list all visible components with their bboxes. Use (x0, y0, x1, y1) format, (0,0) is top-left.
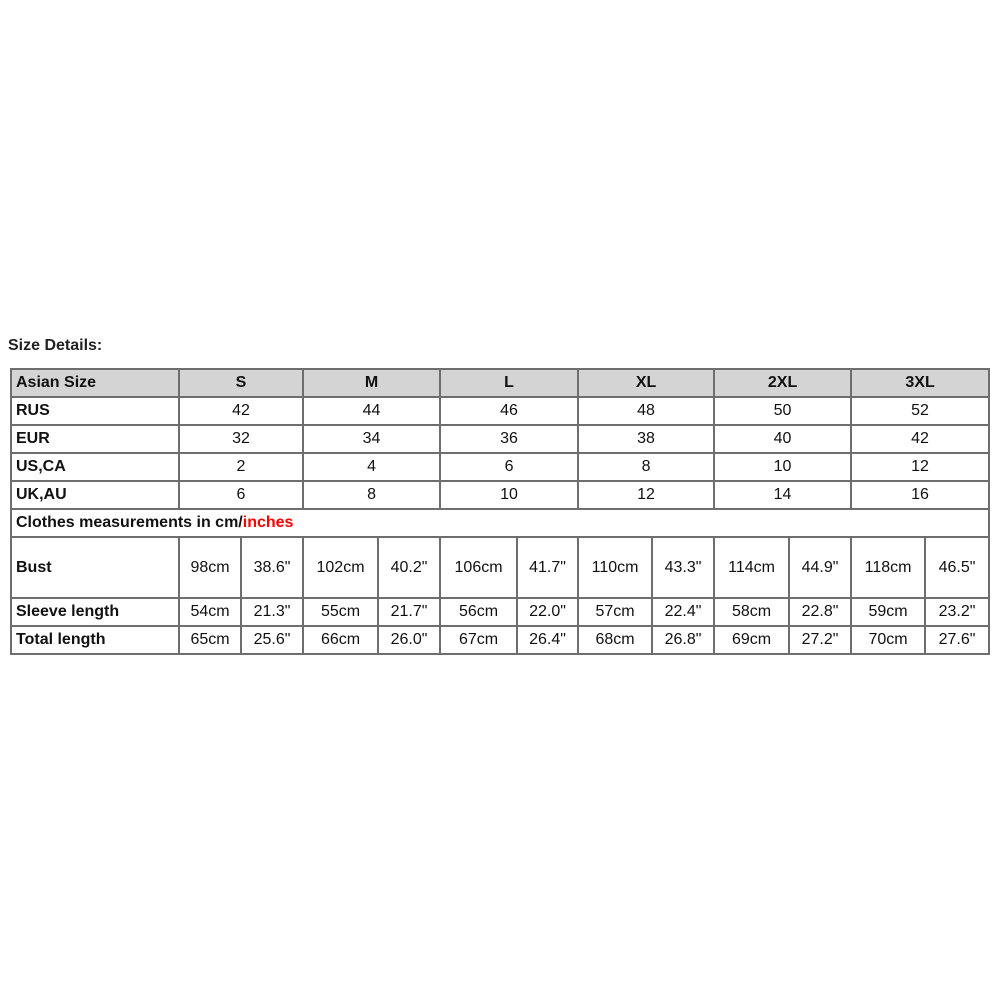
table-cell: 10 (714, 453, 851, 481)
row-label: US,CA (11, 453, 179, 481)
table-cell: 57cm (578, 598, 652, 626)
table-row (11, 425, 989, 453)
row-label: EUR (11, 425, 179, 453)
size-table (10, 368, 990, 655)
table-cell: 40.2" (378, 537, 440, 598)
row-label: Sleeve length (11, 598, 179, 626)
table-cell: 12 (851, 453, 989, 481)
table-cell: 14 (714, 481, 851, 509)
table-cell: 36 (440, 425, 578, 453)
table-cell: 69cm (714, 626, 789, 654)
table-cell: 42 (179, 397, 303, 425)
table-cell: 8 (578, 453, 714, 481)
section-heading-text: Clothes measurements in cm/ (16, 514, 243, 531)
table-cell: 22.0" (517, 598, 578, 626)
table-cell: 114cm (714, 537, 789, 598)
table-cell: 38 (578, 425, 714, 453)
table-cell: 52 (851, 397, 989, 425)
row-label: Bust (11, 537, 179, 598)
size-header: 3XL (851, 369, 989, 397)
table-row (11, 453, 989, 481)
table-cell: 38.6" (241, 537, 303, 598)
table-cell: 56cm (440, 598, 517, 626)
table-cell: 34 (303, 425, 440, 453)
table-cell: 65cm (179, 626, 241, 654)
section-heading (11, 509, 989, 537)
table-cell: 59cm (851, 598, 925, 626)
table-cell: 26.0" (378, 626, 440, 654)
size-header: XL (578, 369, 714, 397)
table-cell: 70cm (851, 626, 925, 654)
table-cell: 22.4" (652, 598, 714, 626)
table-cell: 32 (179, 425, 303, 453)
table-cell: 41.7" (517, 537, 578, 598)
table-cell: 10 (440, 481, 578, 509)
table-cell: 21.3" (241, 598, 303, 626)
table-cell: 12 (578, 481, 714, 509)
table-cell: 27.6" (925, 626, 989, 654)
table-cell: 68cm (578, 626, 652, 654)
table-cell: 23.2" (925, 598, 989, 626)
page-title: Size Details: (8, 337, 103, 354)
size-header: 2XL (714, 369, 851, 397)
table-cell: 26.8" (652, 626, 714, 654)
table-cell: 25.6" (241, 626, 303, 654)
table-row (11, 598, 989, 626)
table-cell: 66cm (303, 626, 378, 654)
table-cell: 26.4" (517, 626, 578, 654)
table-cell: 6 (179, 481, 303, 509)
size-header: M (303, 369, 440, 397)
table-row (11, 626, 989, 654)
row-label: Total length (11, 626, 179, 654)
table-cell: 4 (303, 453, 440, 481)
table-cell: 21.7" (378, 598, 440, 626)
table-cell: 43.3" (652, 537, 714, 598)
row-label: UK,AU (11, 481, 179, 509)
header-label: Asian Size (11, 369, 179, 397)
section-row (11, 509, 989, 537)
row-label: RUS (11, 397, 179, 425)
table-row (11, 481, 989, 509)
table-cell: 106cm (440, 537, 517, 598)
table-cell: 40 (714, 425, 851, 453)
size-header: S (179, 369, 303, 397)
table-cell: 118cm (851, 537, 925, 598)
table-cell: 22.8" (789, 598, 851, 626)
table-row (11, 537, 989, 598)
table-cell: 55cm (303, 598, 378, 626)
section-heading-highlight: inches (242, 514, 294, 531)
table-cell: 16 (851, 481, 989, 509)
table-cell: 6 (440, 453, 578, 481)
table-cell: 44 (303, 397, 440, 425)
table-cell: 48 (578, 397, 714, 425)
table-cell: 8 (303, 481, 440, 509)
table-cell: 46 (440, 397, 578, 425)
table-cell: 54cm (179, 598, 241, 626)
table-cell: 50 (714, 397, 851, 425)
table-cell: 110cm (578, 537, 652, 598)
table-cell: 98cm (179, 537, 241, 598)
table-cell: 102cm (303, 537, 378, 598)
table-cell: 27.2" (789, 626, 851, 654)
table-row (11, 397, 989, 425)
table-cell: 2 (179, 453, 303, 481)
table-cell: 44.9" (789, 537, 851, 598)
table-cell: 46.5" (925, 537, 989, 598)
table-cell: 58cm (714, 598, 789, 626)
header-row (11, 369, 989, 397)
table-cell: 42 (851, 425, 989, 453)
table-cell: 67cm (440, 626, 517, 654)
size-header: L (440, 369, 578, 397)
